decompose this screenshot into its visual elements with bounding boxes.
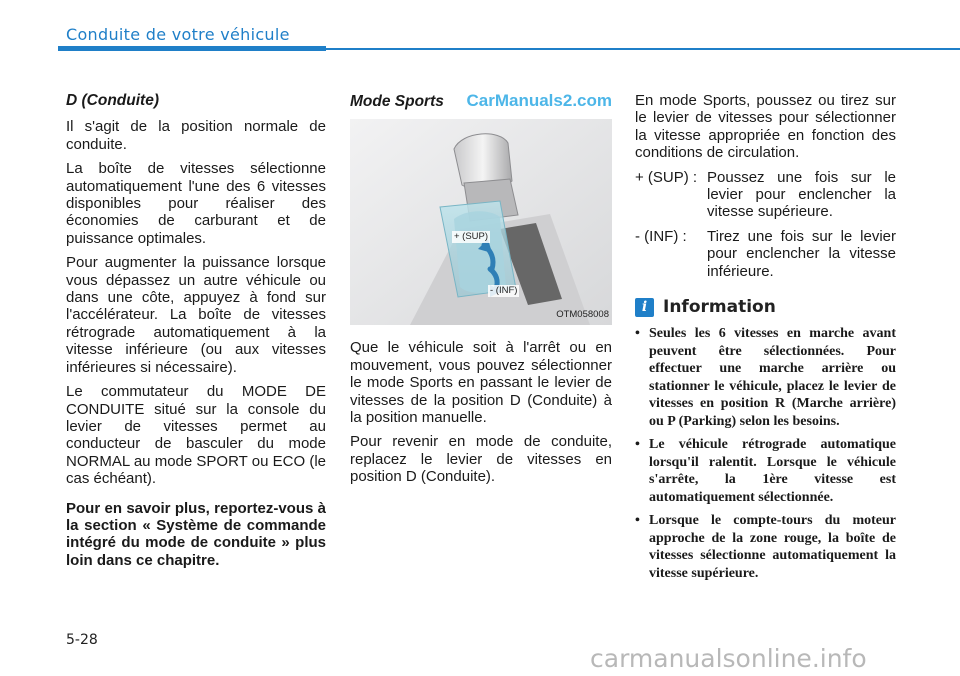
info-bullet-list (635, 325, 896, 582)
definition-upshift (635, 169, 896, 221)
definition-downshift (635, 228, 896, 280)
definition-value: Tirez une fois sur le levier pour enclencher la vitesse inférieure. (707, 227, 896, 280)
info-box-header (635, 298, 896, 317)
header-rule-thick (58, 46, 326, 51)
gear-lever-figure (350, 119, 612, 325)
column-drive (66, 92, 326, 576)
list-item: • Le véhicule rétrograde automatique lorsqu'il ralentit. Lorsque le véhicule s'arrête, la 1ère vitesse est automatiquement sélectionnée. (635, 436, 896, 506)
info-title: Information (663, 296, 776, 317)
paragraph: Le commutateur du MODE DE CONDUITE situé sur la console du levier de vitesses permet au conducteur de basculer du mode NORMAL au mode SPORT ou ECO (le cas échéant). (66, 383, 326, 488)
site-watermark: carmanualsonline.info (590, 644, 867, 673)
column-sports-mode (350, 92, 612, 493)
info-icon: i (635, 298, 654, 317)
cross-reference-note: Pour en savoir plus, reportez-vous à la section « Système de commande intégré du mode de conduite » plus loin dans ce chapitre. (66, 499, 326, 569)
heading-sports-mode: Mode Sports (350, 93, 444, 110)
label-downshift: - (INF) (490, 285, 518, 297)
definition-key: + (SUP) : (635, 168, 698, 186)
list-item: • Lorsque le compte-tours du moteur approche de la zone rouge, la boîte de vitesses sélectionne automatiquement la vitesse supérieure. (635, 512, 896, 582)
page-number: 5-28 (66, 632, 98, 648)
paragraph: En mode Sports, poussez ou tirez sur le levier de vitesses pour sélectionner la vitesse appropriée en fonction des conditions de circulation. (635, 92, 896, 162)
paragraph: La boîte de vitesses sélectionne automatiquement l'une des 6 vitesses disponibles pour réaliser des économies de carburant et de puissance optimales. (66, 160, 326, 247)
label-upshift: + (SUP) (454, 231, 489, 243)
list-item: • Seules les 6 vitesses en marche avant peuvent être sélectionnées. Pour effectuer une marche arrière ou stationner le véhicule, placez le levier de vitesses en position R (Marche arrière) ou P (Parking) selon les besoins. (635, 325, 896, 430)
figure-code: OTM058008 (556, 309, 609, 320)
definition-key: - (INF) : (635, 227, 687, 245)
heading-drive: D (Conduite) (66, 92, 159, 109)
definition-value: Poussez une fois sur le levier pour enclencher la vitesse supérieure. (707, 168, 896, 221)
paragraph: Que le véhicule soit à l'arrêt ou en mouvement, vous pouvez sélectionner le mode Sports en passant le levier de vitesses de la position D (Conduite) à la position manuelle. (350, 339, 612, 427)
column-sports-usage (635, 92, 896, 588)
paragraph: Il s'agit de la position normale de conduite. (66, 118, 326, 153)
watermark-link[interactable]: CarManuals2.com (466, 91, 612, 110)
section-title: Conduite de votre véhicule (66, 25, 290, 44)
header-rule-thin (326, 48, 960, 50)
paragraph: Pour augmenter la puissance lorsque vous dépassez un autre véhicule ou dans une côte, appuyez à fond sur l'accélérateur. La boîte de vitesses rétrograde automatiquement à la vitesse inférieure (ou aux vitesses inférieures si nécessaire). (66, 254, 326, 376)
paragraph: Pour revenir en mode de conduite, replacez le levier de vitesses en position D (Conduite). (350, 433, 612, 486)
gear-lever-illustration (350, 119, 612, 325)
